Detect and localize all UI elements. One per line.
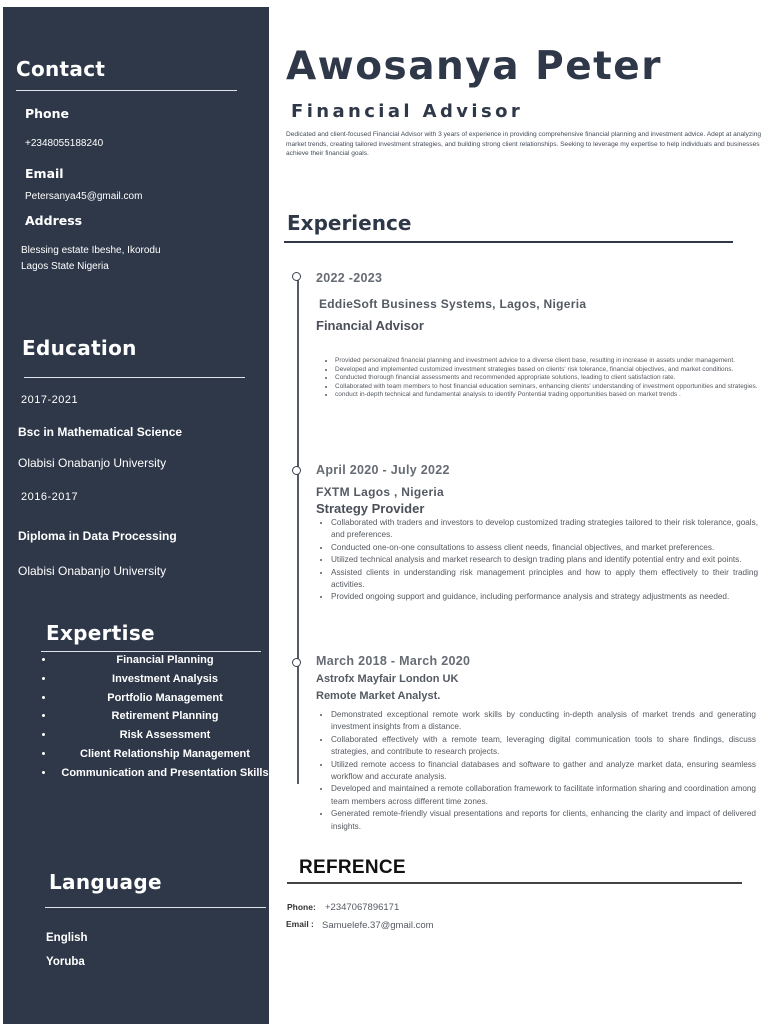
education-divider bbox=[24, 377, 245, 378]
expertise-list bbox=[41, 651, 269, 783]
job-company: FXTM Lagos , Nigeria bbox=[316, 485, 445, 499]
job-date: April 2020 - July 2022 bbox=[316, 463, 450, 477]
job-bullet: • Demonstrated exceptional remote work skills by conducting in-depth analysis of market trends and generating investment insights from a distance. bbox=[331, 709, 756, 734]
timeline-dot bbox=[292, 272, 301, 281]
phone-label: Phone bbox=[25, 106, 70, 121]
address-line-2: Lagos State Nigeria bbox=[21, 261, 109, 272]
expertise-item: • Investment Analysis bbox=[55, 670, 269, 689]
reference-email[interactable]: Samuelefe.37@gmail.com bbox=[322, 920, 434, 931]
education-school: Olabisi Onabanjo University bbox=[18, 564, 167, 578]
email-label: Email bbox=[25, 166, 64, 181]
reference-heading: REFRENCE bbox=[299, 857, 406, 878]
job-title: Strategy Provider bbox=[316, 501, 425, 516]
job-title: Remote Market Analyst. bbox=[316, 690, 441, 702]
phone-value[interactable]: +2348055188240 bbox=[25, 138, 104, 149]
job-bullets bbox=[321, 357, 758, 400]
job-bullet: • Conducted thorough financial assessments and recommended appropriate solutions, leading to client satisfaction rate. bbox=[335, 374, 758, 383]
job-title: Financial Advisor bbox=[316, 318, 424, 333]
language-item: English bbox=[46, 932, 88, 944]
expertise-item: • Financial Planning bbox=[55, 651, 269, 670]
education-degree: Bsc in Mathematical Science bbox=[18, 425, 183, 439]
language-heading: Language bbox=[49, 870, 162, 894]
education-years: 2017-2021 bbox=[21, 394, 79, 406]
timeline-dot bbox=[292, 466, 301, 475]
job-bullet: • Collaborated effectively with a remote team, leveraging digital communication tools to share findings, discuss strategies, and contribute to research projects. bbox=[331, 734, 756, 759]
job-bullet: • Developed and maintained a remote collaboration framework to facilitate information sharing and coordination among team members across different time zones. bbox=[331, 783, 756, 808]
candidate-role: Financial Advisor bbox=[291, 101, 524, 122]
candidate-name: Awosanya Peter bbox=[286, 44, 662, 89]
timeline-dot bbox=[292, 658, 301, 667]
job-date: 2022 -2023 bbox=[316, 271, 383, 285]
contact-heading: Contact bbox=[16, 57, 106, 81]
address-label: Address bbox=[25, 213, 83, 228]
expertise-heading: Expertise bbox=[46, 621, 155, 645]
education-years: 2016-2017 bbox=[21, 491, 79, 503]
experience-heading: Experience bbox=[287, 211, 412, 235]
email-value[interactable]: Petersanya45@gmail.com bbox=[25, 191, 143, 202]
expertise-item: • Retirement Planning bbox=[55, 707, 269, 726]
reference-phone[interactable]: +2347067896171 bbox=[325, 902, 400, 913]
job-bullet: • Utilized remote access to financial databases and software to gather and analyze market data, ensuring seamless workflow and accurate analysis. bbox=[331, 759, 756, 784]
expertise-item: • Communication and Presentation Skills bbox=[55, 764, 269, 783]
address-line-1: Blessing estate Ibeshe, Ikorodu bbox=[21, 245, 161, 256]
education-school: Olabisi Onabanjo University bbox=[18, 456, 167, 470]
job-bullet: • Provided ongoing support and guidance, including performance analysis and strategy adjustments as needed. bbox=[331, 591, 758, 603]
job-company: EddieSoft Business Systems, Lagos, Nigeria bbox=[319, 297, 587, 311]
language-divider bbox=[45, 907, 266, 908]
reference-email-label: Email : bbox=[286, 919, 314, 929]
job-bullet: • Provided personalized financial planning and investment advice to a diverse client base, resulting in increase in assets under management. bbox=[335, 357, 758, 366]
job-bullet: • Assisted clients in understanding risk management principles and how to apply them effectively to their trading activities. bbox=[331, 567, 758, 592]
expertise-item: • Portfolio Management bbox=[55, 689, 269, 708]
sidebar bbox=[3, 7, 269, 1024]
job-date: March 2018 - March 2020 bbox=[316, 654, 471, 668]
job-bullets bbox=[317, 709, 756, 833]
job-bullet: • Generated remote-friendly visual presentations and reports for clients, enhancing the clarity and impact of delivered insights. bbox=[331, 808, 756, 833]
profile-summary: Dedicated and client-focused Financial Advisor with 3 years of experience in providing comprehensive financial planning and investment advice. Adept at analyzing market trends, creating tailored investment strategies, and building strong client relationships. Seeking to leverage my expertise to help individuals and businesses achieve their financial goals. bbox=[286, 131, 762, 158]
job-bullet: • conduct in-depth technical and fundamental analysis to identify Pontential trading opportunities based on market trends . bbox=[335, 391, 758, 400]
language-item: Yoruba bbox=[46, 956, 85, 968]
job-bullet: • Conducted one-on-one consultations to assess client needs, financial objectives, and market preferences. bbox=[331, 542, 758, 554]
job-bullet: • Utilized technical analysis and market research to design trading plans and identify potential entry and exit points. bbox=[331, 554, 758, 566]
job-company: Astrofx Mayfair London UK bbox=[316, 673, 459, 685]
experience-timeline bbox=[297, 276, 299, 784]
education-degree: Diploma in Data Processing bbox=[18, 529, 177, 543]
job-bullet: • Developed and implemented customized investment strategies based on clients' risk tolerance, financial objectives, and market conditions. bbox=[335, 366, 758, 375]
job-bullets bbox=[317, 517, 758, 604]
job-bullet: • Collaborated with traders and investors to develop customized trading strategies tailored to their risk tolerance, goals, and preferences. bbox=[331, 517, 758, 542]
education-heading: Education bbox=[22, 336, 137, 360]
expertise-item: • Risk Assessment bbox=[55, 726, 269, 745]
contact-divider bbox=[16, 90, 237, 91]
job-bullet: • Collaborated with team members to host financial education seminars, enhancing clients' understanding of investment opportunities and strategies. bbox=[335, 383, 758, 392]
experience-divider bbox=[284, 241, 733, 243]
expertise-item: • Client Relationship Management bbox=[55, 745, 269, 764]
reference-divider bbox=[287, 882, 742, 884]
reference-phone-label: Phone: bbox=[287, 902, 316, 912]
